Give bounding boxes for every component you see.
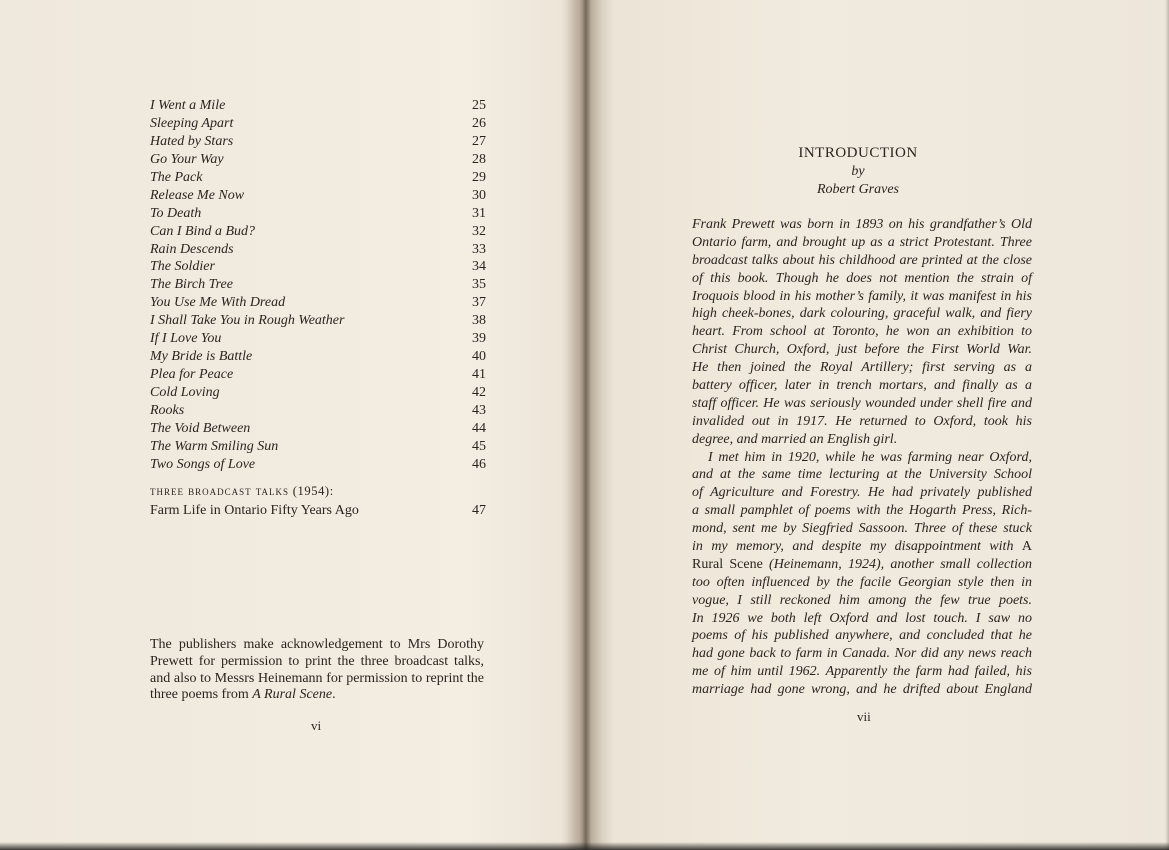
text-line: [692, 538, 1032, 556]
toc-entry: [150, 348, 486, 366]
toc-entry: [150, 133, 486, 151]
toc-title: Cold Loving: [150, 385, 220, 400]
toc-title: Hated by Stars: [150, 133, 234, 149]
toc-page-number: 34: [472, 259, 486, 275]
book-title-fragment: A: [1021, 539, 1033, 555]
toc-page-number: 42: [472, 385, 486, 400]
toc-entry: [150, 294, 486, 312]
toc-entry: [150, 97, 486, 115]
toc-entry: [150, 276, 486, 294]
section-entry-title: Farm Life in Ontario Fifty Years Ago: [150, 503, 359, 518]
book-title-fragment: Scene: [729, 556, 763, 572]
toc-page-number: 29: [472, 169, 486, 185]
page-number-right: vii: [857, 709, 871, 724]
section-entry: [150, 502, 486, 520]
right-page: [590, 0, 1169, 850]
contents-list: [150, 97, 486, 474]
toc-entry: [150, 420, 486, 438]
text-line: had gone back to farm in Canada. Nor did any news reach: [692, 646, 1032, 662]
text-line: too often influenced by the facile Georgian style then in: [692, 574, 1032, 590]
toc-page-number: 39: [472, 331, 486, 347]
text-line: marriage had gone wrong, and he drifted about England: [692, 682, 1032, 698]
section-heading: [150, 484, 334, 499]
toc-entry: [150, 223, 486, 241]
acknowledgement-period: .: [332, 687, 336, 703]
text-line: poems of his published anywhere, and concluded that he: [692, 628, 1032, 644]
text-line: Frank Prewett was born in 1893 on his grandfather’s Old: [692, 217, 1032, 232]
toc-title: To Death: [150, 205, 202, 221]
toc-entry: [150, 438, 486, 456]
toc-title: Go Your Way: [150, 151, 224, 167]
acknowledgement-text: The publishers make acknowledgement to Mrs Dorothy Prewett for permission to print the three broadcast talks, and also to Messrs Heinemann for permission to reprint the three poems from: [150, 637, 484, 703]
text-line: Christ Church, Oxford, just before the First World War.: [692, 342, 1032, 358]
toc-title: Rooks: [150, 402, 185, 418]
text-line: a small pamphlet of poems with the Hogarth Press, Rich-: [692, 503, 1032, 519]
toc-title: Rain Descends: [150, 241, 234, 257]
toc-page-number: 31: [472, 205, 486, 221]
toc-title: If I Love You: [150, 331, 222, 347]
toc-page-number: 37: [472, 295, 486, 311]
section-entry-page: 47: [472, 503, 486, 518]
text-line: me of him until 1962. Apparently the farm had failed, his: [692, 664, 1032, 680]
page-number-left: vi: [311, 718, 322, 733]
toc-title: My Bride is Battle: [150, 349, 253, 365]
text-line: invalided out in 1917. He returned to Oxford, took his: [692, 413, 1032, 429]
text-line: In 1926 we both left Oxford and lost touch. I saw no: [692, 610, 1032, 626]
toc-page-number: 43: [472, 402, 486, 418]
toc-page-number: 40: [472, 349, 486, 365]
toc-entry: [150, 312, 486, 330]
left-page: [0, 0, 580, 850]
toc-page-number: 27: [472, 133, 486, 149]
text-line: vogue, I still reckoned him among the few true poets.: [692, 592, 1032, 608]
toc-page-number: 32: [472, 223, 486, 239]
toc-entry: [150, 115, 486, 133]
toc-page-number: 38: [472, 313, 486, 329]
toc-title: The Soldier: [150, 259, 215, 275]
book-title-fragment: Rural: [692, 556, 724, 572]
byline-by: by: [851, 164, 865, 179]
toc-page-number: 30: [472, 187, 486, 203]
toc-page-number: 41: [472, 367, 486, 383]
acknowledgement-paragraph: [150, 637, 484, 704]
toc-page-number: 46: [472, 456, 486, 472]
toc-page-number: 45: [472, 438, 486, 454]
text-line: and at the same time lecturing at the University School: [692, 467, 1032, 483]
text-line: high cheek-bones, dark colouring, graceful walk, and fiery: [692, 306, 1032, 322]
toc-title: Plea for Peace: [150, 367, 234, 383]
toc-title: Can I Bind a Bud?: [150, 223, 255, 239]
toc-entry: [150, 366, 486, 384]
toc-page-number: 33: [472, 241, 486, 257]
toc-entry: [150, 151, 486, 169]
toc-entry: [150, 258, 486, 276]
introduction-text: [692, 216, 1032, 699]
text-fragment: in my memory, and despite my disappointment with: [692, 539, 1014, 555]
text-line: battery officer, later in trench mortars, and finally as a: [692, 378, 1032, 394]
toc-page-number: 28: [472, 151, 486, 167]
toc-title: I Shall Take You in Rough Weather: [150, 313, 345, 329]
text-line: Iroquois blood in his mother’s family, it was manifest in his: [692, 288, 1032, 304]
toc-title: The Pack: [150, 169, 203, 185]
toc-entry: [150, 241, 486, 259]
toc-page-number: 25: [472, 98, 486, 113]
toc-title: The Warm Smiling Sun: [150, 438, 279, 454]
acknowledgement-book-title: A Rural Scene: [252, 687, 333, 703]
toc-page-number: 26: [472, 115, 486, 131]
text-line: I met him in 1920, while he was farming near Oxford,: [708, 449, 1032, 465]
toc-title: I Went a Mile: [150, 98, 226, 113]
toc-entry: [150, 456, 486, 474]
toc-page-number: 44: [472, 420, 486, 436]
toc-title: The Birch Tree: [150, 277, 233, 293]
text-line: mond, sent me by Siegfried Sassoon. Three of these stuck: [692, 521, 1032, 537]
text-line: of Agriculture and Forestry. He had privately published: [692, 485, 1032, 501]
text-line: degree, and married an English girl.: [692, 431, 898, 447]
toc-title: The Void Between: [150, 420, 251, 436]
toc-entry: [150, 384, 486, 402]
text-line: Ontario farm, and brought up as a strict Protestant. Three: [692, 234, 1032, 250]
section-heading-date: (1954):: [289, 484, 334, 498]
text-line: staff officer. He was seriously wounded under shell fire and: [692, 395, 1032, 411]
toc-title: You Use Me With Dread: [150, 295, 286, 311]
toc-title: Release Me Now: [150, 187, 245, 203]
toc-entry: [150, 169, 486, 187]
toc-entry: [150, 205, 486, 223]
toc-title: Sleeping Apart: [150, 115, 234, 131]
text-line: He then joined the Royal Artillery; first serving as a: [692, 360, 1032, 376]
toc-entry: [150, 187, 486, 205]
text-line: broadcast talks about his childhood are printed at the close: [692, 252, 1032, 268]
text-fragment: (Heinemann, 1924), another small collection: [769, 556, 1032, 572]
toc-title: Two Songs of Love: [150, 456, 256, 472]
chapter-title: INTRODUCTION: [798, 145, 918, 161]
section-heading-smallcaps: three broadcast talks: [150, 484, 290, 498]
toc-entry: [150, 330, 486, 348]
text-line: of this book. Though he does not mention the strain of: [692, 270, 1032, 286]
text-line: heart. From school at Toronto, he won an exhibition to: [692, 324, 1032, 340]
toc-page-number: 35: [472, 277, 486, 293]
toc-entry: [150, 402, 486, 420]
text-line: [692, 556, 1032, 574]
byline-author: Robert Graves: [816, 182, 900, 197]
